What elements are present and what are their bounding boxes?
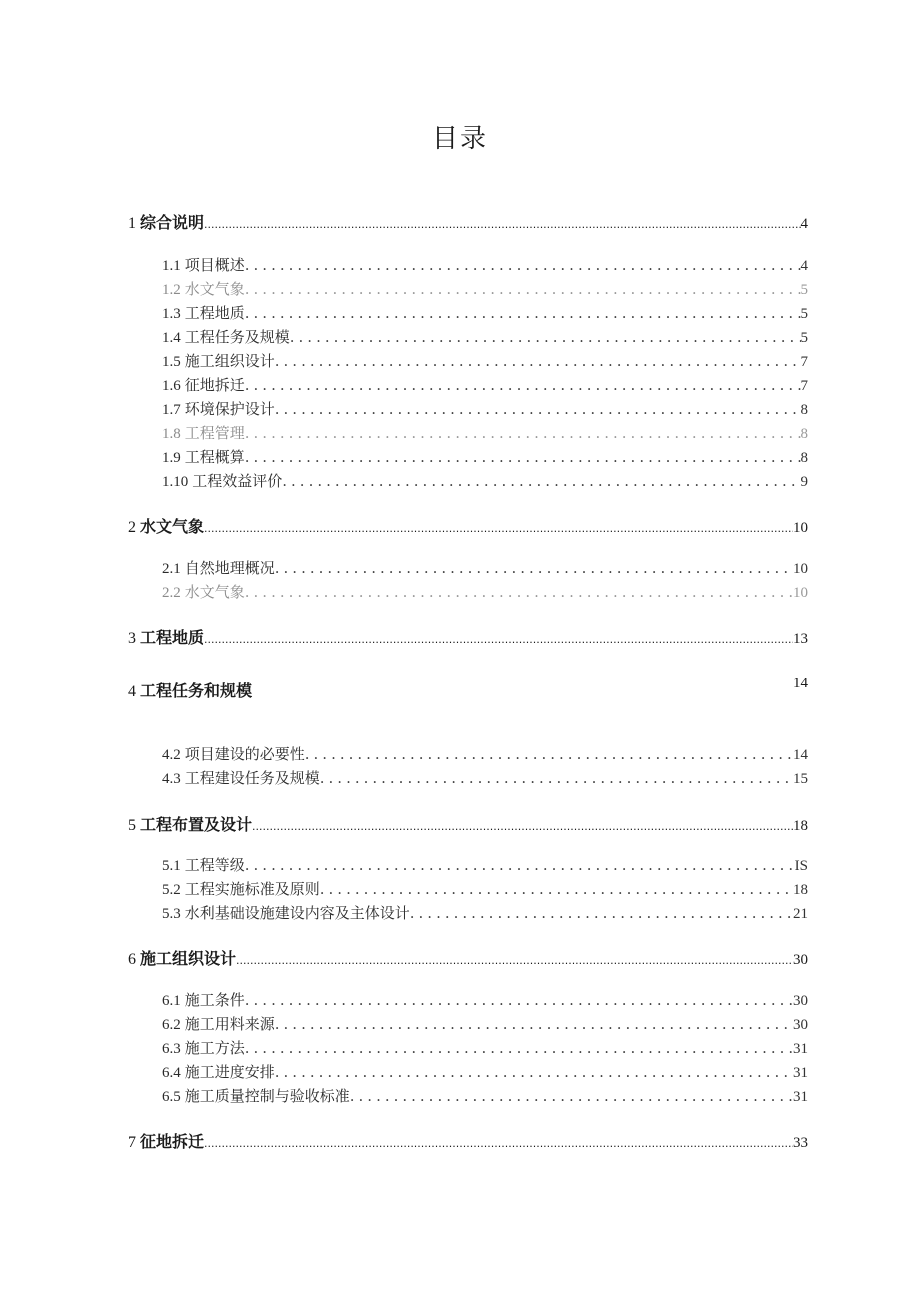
toc-number: 3 [128,630,136,647]
toc-section-2-1[interactable] [162,557,808,578]
dot-leader [410,904,793,922]
toc-page-number: 21 [793,906,808,922]
toc-number: 4.3 [162,771,181,787]
dot-leader [350,1087,793,1105]
toc-page-number: 30 [793,952,808,968]
toc-number: 6.3 [162,1041,181,1057]
dot-leader [275,1063,793,1081]
toc-title: 施工质量控制与验收标准 [184,1087,350,1105]
toc-title: 水文气象 [184,583,245,601]
toc-title: 环境保护设计 [184,400,275,418]
toc-title: 施工条件 [184,991,245,1009]
toc-title: 自然地理概况 [184,559,275,577]
toc-number: 1.6 [162,378,181,394]
toc-page-number: 30 [793,993,808,1009]
page-title: 目录 [431,124,488,154]
toc-number: 1.3 [162,306,181,322]
toc-title: 征地拆迁 [184,376,245,394]
toc-title: 施工用料来源 [184,1015,275,1033]
dot-leader [252,820,793,833]
dot-leader [245,1039,793,1057]
toc-number: 4.2 [162,747,181,763]
toc-page-number: 8 [800,450,808,466]
toc-page-number: 4 [800,258,808,274]
toc-section-4-3[interactable] [162,767,808,788]
toc-number: 5.2 [162,882,181,898]
toc-section-1-3[interactable] [162,302,808,323]
toc-title: 施工方法 [184,1039,245,1057]
toc-number: 2.1 [162,561,181,577]
toc-title: 工程等级 [184,856,245,874]
toc-chapter-6[interactable] [128,946,808,969]
toc-title: 工程任务及规模 [184,328,290,346]
dot-leader [245,424,801,442]
toc-number: 5 [128,817,136,834]
toc-title: 工程管理 [184,424,245,442]
toc-number: 5.1 [162,858,181,874]
toc-chapter-3[interactable] [128,625,808,648]
toc-chapter-7[interactable] [128,1129,808,1152]
toc-number: 1.5 [162,354,181,370]
toc-number: 1.8 [162,426,181,442]
toc-section-6-2[interactable] [162,1013,808,1034]
toc-number: 1.1 [162,258,181,274]
toc-number: 2 [128,519,136,536]
dot-leader [204,633,793,646]
dot-leader [275,352,801,370]
toc-number: 1.4 [162,330,181,346]
dot-leader [204,218,800,231]
toc-page-number: 14 [793,678,808,691]
toc-page-number: 30 [793,1017,808,1033]
toc-section-6-3[interactable] [162,1037,808,1058]
toc-page-number: 13 [793,631,808,647]
dot-leader [275,1015,793,1033]
toc-number: 6 [128,951,136,968]
dot-leader [275,559,793,577]
toc-section-1-2[interactable] [162,278,808,299]
dot-leader [245,256,801,274]
toc-page-number: 5 [800,282,808,298]
toc-number: 6.5 [162,1089,181,1105]
dot-leader [282,472,800,490]
toc-page-number: 31 [793,1065,808,1081]
toc-page-number: 18 [793,882,808,898]
toc-section-2-2[interactable] [162,581,808,602]
toc-title: 工程概算 [184,448,245,466]
toc-page-number: 7 [800,378,808,394]
toc-page-number: 14 [793,747,808,763]
toc-title: 水文气象 [184,280,245,298]
toc-title: 工程效益评价 [192,472,283,490]
toc-chapter-5[interactable] [128,812,808,835]
toc-number: 6.2 [162,1017,181,1033]
toc-page-number: 4 [800,216,808,232]
toc-number: 1.10 [162,474,189,490]
toc-page-number: 7 [800,354,808,370]
toc-section-1-9[interactable] [162,446,808,467]
toc-page-number: 10 [793,561,808,577]
toc-page-number: 10 [793,520,808,536]
toc-section-6-1[interactable] [162,989,808,1010]
toc-page-number: 10 [793,585,808,601]
toc-number: 1.7 [162,402,181,418]
toc-section-1-8[interactable] [162,422,808,443]
dot-leader [204,1137,793,1150]
toc-title: 征地拆迁 [140,1132,205,1151]
toc-section-6-5[interactable] [162,1085,808,1106]
toc-title: 施工进度安排 [184,1063,275,1081]
toc-page-number: 18 [793,818,808,834]
dot-leader [245,376,801,394]
toc-title: 工程实施标准及原则 [184,880,320,898]
toc-title: 综合说明 [140,213,205,232]
toc-number: 6.4 [162,1065,181,1081]
toc-number: 1 [128,215,136,232]
dot-leader [245,448,801,466]
toc-chapter-1[interactable] [128,210,808,233]
toc-title: 工程布置及设计 [140,815,253,834]
toc-page-number: 5 [800,330,808,346]
dot-leader [245,583,793,601]
toc-page-number: 9 [800,474,808,490]
toc-page-number: 33 [793,1135,808,1151]
toc-section-1-6[interactable] [162,374,808,395]
toc-number: 1.9 [162,450,181,466]
toc-page-number: 31 [793,1041,808,1057]
toc-title: 工程地质 [184,304,245,322]
dot-leader [204,522,793,535]
dot-leader [236,954,793,967]
toc-title: 水利基础设施建设内容及主体设计 [184,904,410,922]
toc-section-1-7[interactable] [162,398,808,419]
toc-number: 6.1 [162,993,181,1009]
dot-leader [245,304,801,322]
toc-chapter-4[interactable] [128,678,808,701]
toc-number: 7 [128,1134,136,1151]
dot-leader [245,280,801,298]
toc-title: 施工组织设计 [184,352,275,370]
dot-leader [290,328,801,346]
toc-title: 工程任务和规模 [140,681,253,700]
dot-leader [245,991,793,1009]
toc-page-number: 8 [800,426,808,442]
toc-section-1-1[interactable] [162,254,808,275]
toc-chapter-2[interactable] [128,514,808,537]
toc-section-5-2[interactable] [162,878,808,899]
toc-number: 4 [128,683,136,700]
toc-page-number: 5 [800,306,808,322]
toc-title: 施工组织设计 [140,949,237,968]
toc-page-number: IS [794,858,808,874]
toc-page-number: 31 [793,1089,808,1105]
toc-title: 项目建设的必要性 [184,745,305,763]
toc-section-6-4[interactable] [162,1061,808,1082]
dot-leader [275,400,801,418]
dot-leader [305,745,793,763]
toc-page-number: 8 [800,402,808,418]
toc-number: 1.2 [162,282,181,298]
toc-number: 2.2 [162,585,181,601]
toc-section-5-1[interactable] [162,854,808,875]
dot-leader [320,769,793,787]
toc-section-1-10[interactable] [162,470,808,491]
toc-title: 工程地质 [140,628,205,647]
toc-section-1-4[interactable] [162,326,808,347]
toc-title: 工程建设任务及规模 [184,769,320,787]
dot-leader [320,880,793,898]
toc-title: 水文气象 [140,517,205,536]
toc-title: 项目概述 [184,256,245,274]
dot-leader [245,856,795,874]
toc-section-4-2[interactable] [162,743,808,764]
toc-section-1-5[interactable] [162,350,808,371]
toc-number: 5.3 [162,906,181,922]
toc-page-number: 15 [793,771,808,787]
toc-section-5-3[interactable] [162,902,808,923]
